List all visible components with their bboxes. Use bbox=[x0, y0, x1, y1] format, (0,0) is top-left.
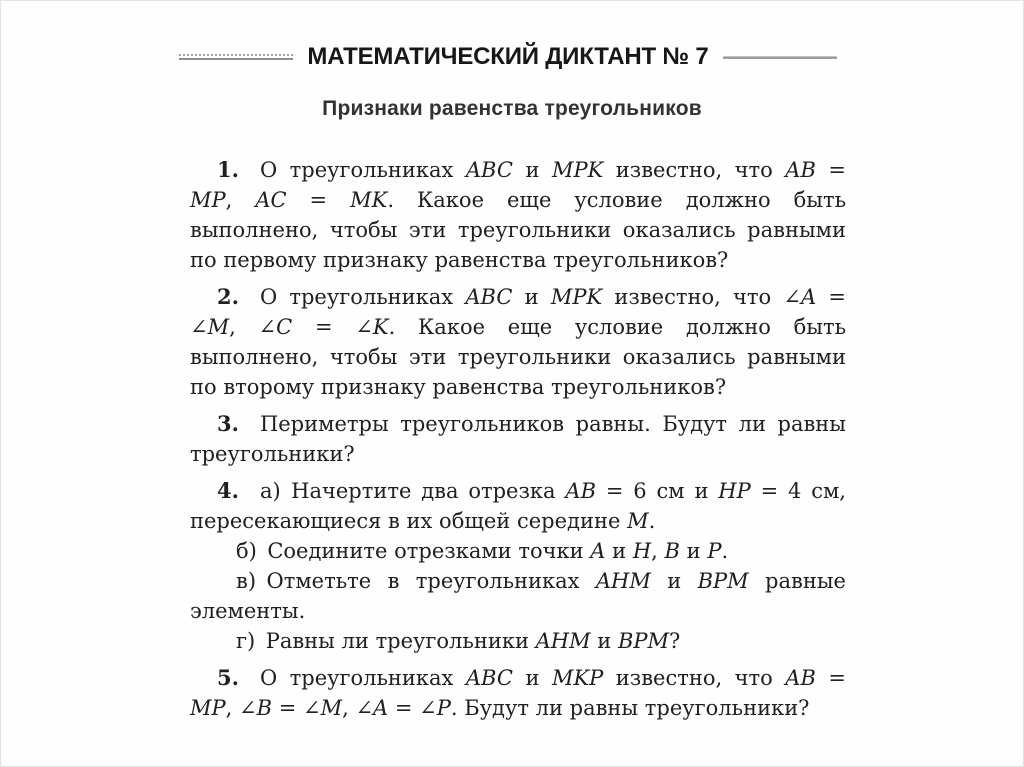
math-text: MKP bbox=[551, 666, 604, 690]
problem-number: 1. bbox=[217, 157, 239, 182]
header-rule-right bbox=[723, 56, 837, 59]
math-text: BPM bbox=[617, 629, 670, 653]
problem-number: 3. bbox=[217, 411, 239, 436]
math-text: ABC bbox=[465, 285, 513, 309]
text-segment: и bbox=[512, 666, 552, 690]
problem-4a bbox=[190, 476, 846, 536]
text-segment: и bbox=[605, 539, 633, 563]
text-segment: и bbox=[650, 569, 698, 593]
math-text: A bbox=[801, 285, 817, 309]
math-text: H bbox=[632, 539, 652, 563]
text-segment: = ∠ bbox=[292, 315, 373, 339]
math-text: MK bbox=[350, 188, 388, 212]
text-segment: а) Начертите два отрезка bbox=[238, 479, 566, 503]
text-segment: , ∠ bbox=[229, 315, 277, 339]
math-text: A bbox=[590, 539, 606, 563]
math-text: MP bbox=[190, 696, 226, 720]
math-text: ABC bbox=[465, 666, 513, 690]
math-text: ABC bbox=[465, 158, 513, 182]
text-segment: = bbox=[815, 158, 846, 182]
text-segment: Периметры треугольников равны. Будут ли равны треугольники? bbox=[190, 412, 846, 466]
math-text: C bbox=[276, 315, 293, 339]
math-text: MP bbox=[190, 188, 226, 212]
math-text: AB bbox=[785, 158, 816, 182]
text-segment: г) Равны ли треугольники bbox=[236, 629, 536, 653]
math-text: MPK bbox=[550, 285, 603, 309]
text-segment: = 4 см, пересекающиеся в их общей середине bbox=[190, 479, 846, 533]
text-segment: известно, что bbox=[603, 666, 786, 690]
problem-number: 4. bbox=[217, 478, 239, 503]
text-segment: . bbox=[721, 539, 729, 563]
math-text: AHM bbox=[595, 569, 651, 593]
text-segment: и bbox=[590, 629, 618, 653]
math-text: M bbox=[627, 509, 649, 533]
text-segment: = 6 см и bbox=[596, 479, 719, 503]
text-segment: . Какое еще условие должно быть выполнено, чтобы эти треугольники оказались равными по второму признаку равенства треугольников? bbox=[190, 315, 847, 399]
math-text: AB bbox=[565, 479, 597, 503]
text-segment: . Будут ли равны треугольники? bbox=[450, 696, 810, 720]
math-text: AB bbox=[785, 666, 816, 690]
text-segment: , bbox=[651, 539, 665, 563]
worksheet-header bbox=[179, 43, 837, 71]
math-text: HP bbox=[718, 479, 751, 503]
page-title: МАТЕМАТИЧЕСКИЙ ДИКТАНТ № 7 bbox=[307, 43, 709, 70]
text-segment: = ∠ bbox=[388, 696, 437, 720]
text-segment: . bbox=[648, 509, 656, 533]
text-segment: равные элементы. bbox=[190, 569, 846, 623]
math-text: K bbox=[372, 315, 389, 339]
text-segment: О треугольниках bbox=[238, 666, 466, 690]
text-segment: известно, что bbox=[603, 158, 786, 182]
problems-list bbox=[190, 155, 846, 723]
text-segment: и bbox=[512, 158, 552, 182]
math-text: M bbox=[207, 315, 230, 339]
problem-number: 5. bbox=[217, 665, 239, 690]
text-segment: известно, что ∠ bbox=[602, 285, 801, 309]
math-text: AHM bbox=[535, 629, 591, 653]
math-text: B bbox=[256, 696, 273, 720]
math-text: MPK bbox=[551, 158, 604, 182]
problem-5 bbox=[190, 663, 846, 723]
text-segment: . Какое еще условие должно быть выполнено, чтобы эти треугольники оказались равными по первому признаку равенства треугольников? bbox=[190, 188, 846, 272]
text-segment: = bbox=[286, 188, 351, 212]
text-segment: О треугольниках bbox=[238, 158, 466, 182]
math-text: BPM bbox=[697, 569, 749, 593]
header-rule-left bbox=[179, 54, 293, 60]
text-segment: = ∠ bbox=[190, 285, 846, 339]
problem-number: 2. bbox=[217, 284, 239, 309]
math-text: P bbox=[707, 539, 722, 563]
text-segment: , ∠ bbox=[225, 696, 257, 720]
text-segment: , bbox=[225, 188, 256, 212]
text-segment: и bbox=[679, 539, 708, 563]
text-segment: , ∠ bbox=[342, 696, 374, 720]
math-text: M bbox=[320, 696, 343, 720]
text-segment: = ∠ bbox=[272, 696, 321, 720]
math-text: B bbox=[664, 539, 680, 563]
math-text: A bbox=[373, 696, 389, 720]
text-segment: = bbox=[815, 666, 846, 690]
problem-3 bbox=[190, 409, 846, 469]
problem-4c bbox=[190, 566, 846, 626]
math-text: AC bbox=[255, 188, 287, 212]
text-segment: ? bbox=[669, 629, 681, 653]
text-segment: О треугольниках bbox=[238, 285, 466, 309]
math-text: P bbox=[436, 696, 451, 720]
text-segment: б) Соедините отрезками точки bbox=[236, 539, 591, 563]
text-segment: в) Отметьте в треугольниках bbox=[236, 569, 596, 593]
problem-1 bbox=[190, 155, 846, 275]
problem-4d bbox=[190, 626, 846, 656]
problem-4b bbox=[190, 536, 846, 566]
problem-2 bbox=[190, 282, 846, 402]
text-segment: и bbox=[512, 285, 551, 309]
page-subtitle: Признаки равенства треугольников bbox=[322, 97, 702, 120]
